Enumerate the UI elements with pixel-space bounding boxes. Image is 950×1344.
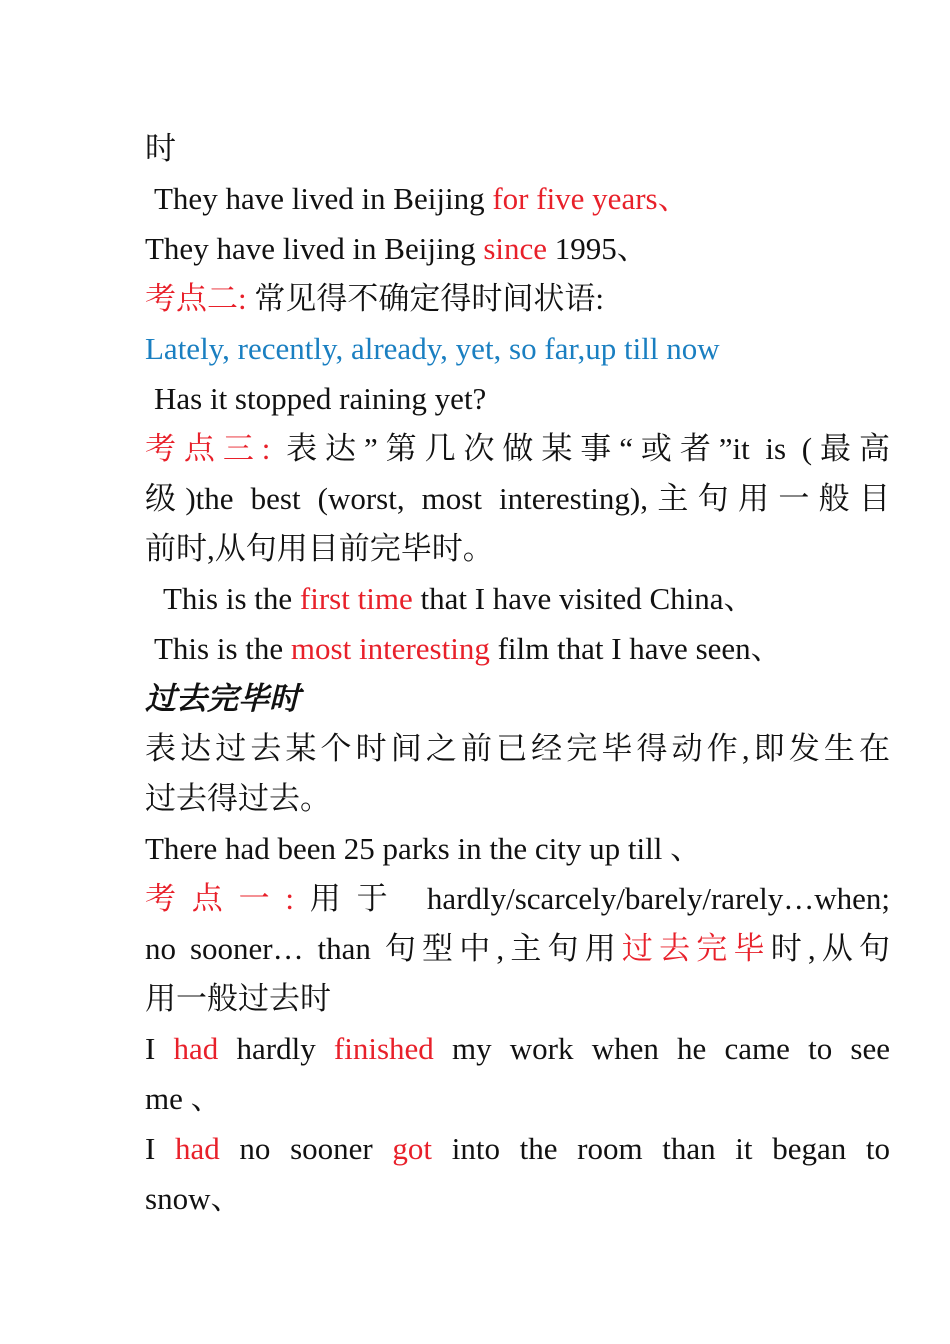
- example-line-first-time: [145, 574, 890, 624]
- key-point-three-line-3: [145, 524, 890, 574]
- example-text-end: my work when he came to see: [433, 1031, 890, 1066]
- highlight-most-interesting: most interesting: [290, 631, 490, 666]
- example-text: There had been 25 parks in the city up till 、: [145, 831, 702, 866]
- key-point-one-text-3: 用一般过去时: [145, 981, 331, 1016]
- section-heading-past-perfect: [145, 674, 890, 724]
- example-text: This is the: [163, 581, 300, 616]
- highlight-past-perfect: 过去完毕: [621, 931, 771, 966]
- example-line-for-five-years: [145, 174, 890, 224]
- time-adverbs-text: Lately, recently, already, yet, so far,up till now: [145, 331, 720, 366]
- key-point-three-label: 考点三:: [145, 431, 271, 466]
- key-point-two-text: 常见得不确定得时间状语:: [246, 281, 604, 316]
- key-point-one-text-2: no sooner… than 句型中,主句用: [145, 931, 622, 966]
- key-point-three-line-2: [145, 474, 890, 524]
- definition-text: 表达过去某个时间之前已经完毕得动作,即发生在: [145, 731, 890, 766]
- definition-text-2: 过去得过去。: [145, 781, 331, 816]
- highlight-got: got: [392, 1131, 433, 1166]
- key-point-one-label: 考点一:: [145, 881, 294, 916]
- example-text-end: film that I have seen、: [489, 631, 782, 666]
- highlight-had: had: [173, 1031, 219, 1066]
- key-point-two-label: 考点二:: [145, 281, 247, 316]
- example-text-end: that I have visited China、: [412, 581, 755, 616]
- example-line-parks: [145, 824, 890, 874]
- example-text-end: into the room than it began to: [432, 1131, 890, 1166]
- key-point-three-text-2: 级)the best (worst, most interesting),主句用一般目: [145, 481, 890, 516]
- highlight-had: had: [175, 1131, 220, 1166]
- example-line-most-interesting: [145, 624, 890, 674]
- example-text: no sooner: [219, 1131, 393, 1166]
- highlight-for-five-years: for five years、: [492, 181, 689, 216]
- key-point-one-text-2-end: 时,从句: [770, 931, 891, 966]
- highlight-since: since: [483, 231, 548, 266]
- example-line-hardly-1: [145, 1024, 890, 1074]
- text-line-1: [145, 124, 890, 174]
- time-adverbs-list: [145, 324, 890, 374]
- example-line-hardly-2: [145, 1074, 890, 1124]
- example-line-no-sooner-2: [145, 1174, 890, 1224]
- document-page: [145, 124, 890, 1224]
- example-text: I: [145, 1131, 175, 1166]
- example-text-end: 1995、: [547, 231, 648, 266]
- key-point-one-line-3: [145, 974, 890, 1024]
- section-heading-text: 过去完毕时: [145, 681, 300, 716]
- definition-line-2: [145, 774, 890, 824]
- key-point-two: [145, 274, 890, 324]
- key-point-three-text: 表达”第几次做某事“或者”it is (最高: [270, 431, 890, 466]
- highlight-first-time: first time: [299, 581, 413, 616]
- key-point-one-line-1: [145, 874, 890, 924]
- example-text: I: [145, 1031, 174, 1066]
- example-text: This is the: [154, 631, 291, 666]
- key-point-one-line-2: [145, 924, 890, 974]
- example-text: snow、: [145, 1181, 242, 1216]
- key-point-three-text-3: 前时,从句用目前完毕时。: [145, 531, 494, 566]
- example-line-no-sooner-1: [145, 1124, 890, 1174]
- definition-line-1: [145, 724, 890, 774]
- highlight-finished: finished: [333, 1031, 434, 1066]
- example-text: Has it stopped raining yet?: [154, 381, 487, 416]
- key-point-three-line-1: [145, 424, 890, 474]
- example-text: They have lived in Beijing: [154, 181, 493, 216]
- example-text: hardly: [218, 1031, 334, 1066]
- example-text: They have lived in Beijing: [145, 231, 484, 266]
- example-text: me 、: [145, 1081, 222, 1116]
- line-1-text: 时: [145, 131, 176, 166]
- key-point-one-text: 用于 hardly/scarcely/barely/rarely…when;: [294, 881, 890, 916]
- example-line-since: [145, 224, 890, 274]
- example-line-raining: [145, 374, 890, 424]
